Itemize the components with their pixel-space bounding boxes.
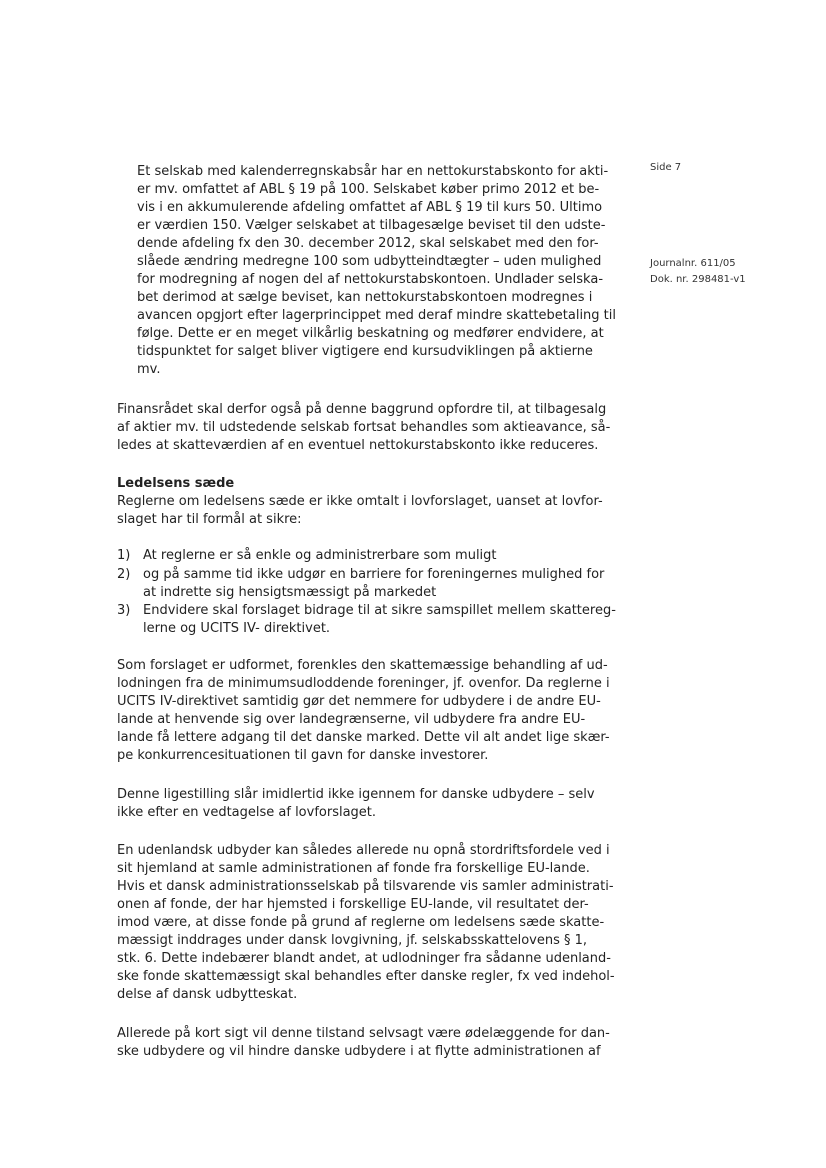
text-line: avancen opgjort efter lagerprincippet med deraf mindre skattebetaling til	[137, 308, 616, 323]
text-line: lodningen fra de minimumsudloddende foreninger, jf. ovenfor. Da reglerne i	[117, 676, 610, 691]
text-line: imod være, at disse fonde på grund af reglerne om ledelsens sæde skatte-	[117, 915, 605, 930]
text-line: delse af dansk udbytteskat.	[117, 987, 298, 1002]
text-line: Endvidere skal forslaget bidrage til at sikre samspillet mellem skattereg-	[143, 603, 616, 618]
text-line: er værdien 150. Vælger selskabet at tilbagesælge beviset til den udste-	[137, 218, 606, 233]
text-line: Et selskab med kalenderregnskabsår har en nettokurstabskonto for akti-	[137, 164, 609, 179]
text-line: for modregning af nogen del af nettokurstabskontoen. Undlader selska-	[137, 272, 604, 287]
text-line: Allerede på kort sigt vil denne tilstand selvsagt være ødelæggende for dan-	[117, 1026, 610, 1041]
text-line: sit hjemland at samle administrationen af fonde fra forskellige EU-lande.	[117, 861, 590, 876]
text-line: Reglerne om ledelsens sæde er ikke omtalt i lovforslaget, uanset at lovfor-	[117, 494, 603, 509]
text-line: ledes at skatteværdien af en eventuel nettokurstabskonto ikke reduceres.	[117, 438, 599, 453]
text-line: er mv. omfattet af ABL § 19 på 100. Selskabet køber primo 2012 et be-	[137, 182, 600, 197]
section-heading: Ledelsens sæde	[117, 476, 235, 491]
text-line: lerne og UCITS IV- direktivet.	[143, 621, 331, 636]
text-line: vis i en akkumulerende afdeling omfattet af ABL § 19 til kurs 50. Ultimo	[137, 200, 603, 215]
text-line: At reglerne er så enkle og administrerbare som muligt	[143, 548, 497, 563]
text-line: mv.	[137, 362, 161, 377]
text-line: dende afdeling fx den 30. december 2012, skal selskabet med den for-	[137, 236, 599, 251]
text-line: onen af fonde, der har hjemsted i forskellige EU-lande, vil resultatet der-	[117, 897, 589, 912]
text-line: og på samme tid ikke udgør en barriere for foreningernes mulighed for	[143, 567, 605, 582]
text-line: Som forslaget er udformet, forenkles den skattemæssige behandling af ud-	[117, 658, 608, 673]
text-line: Hvis et dansk administrationsselskab på tilsvarende vis samler administrati-	[117, 879, 614, 894]
text-line: ske udbydere og vil hindre danske udbydere i at flytte administrationen af	[117, 1044, 601, 1059]
list-number: 1)	[117, 548, 131, 563]
text-line: slåede ændring medregne 100 som udbytteindtægter – uden mulighed	[137, 254, 602, 269]
text-line: stk. 6. Dette indebærer blandt andet, at udlodninger fra sådanne udenland-	[117, 951, 611, 966]
text-line: En udenlandsk udbyder kan således allerede nu opnå stordriftsfordele ved i	[117, 843, 610, 858]
document-number: Dok. nr. 298481-v1	[650, 274, 746, 285]
list-number: 3)	[117, 603, 131, 618]
list-number: 2)	[117, 567, 131, 582]
text-line: slaget har til formål at sikre:	[117, 512, 302, 527]
text-line: ske fonde skattemæssigt skal behandles efter danske regler, fx ved indehol-	[117, 969, 615, 984]
text-line: Denne ligestilling slår imidlertid ikke igennem for danske udbydere – selv	[117, 787, 595, 802]
text-line: mæssigt inddrages under dansk lovgivning, jf. selskabsskattelovens § 1,	[117, 933, 588, 948]
text-line: bet derimod at sælge beviset, kan nettokurstabskontoen modregnes i	[137, 290, 593, 305]
text-line: pe konkurrencesituationen til gavn for danske investorer.	[117, 748, 489, 763]
journal-number: Journalnr. 611/05	[650, 258, 736, 269]
text-line: lande få lettere adgang til det danske marked. Dette vil alt andet lige skær-	[117, 730, 610, 745]
text-line: følge. Dette er en meget vilkårlig beskatning og medfører endvidere, at	[137, 326, 604, 341]
text-line: af aktier mv. til udstedende selskab fortsat behandles som aktieavance, så-	[117, 420, 611, 435]
text-line: ikke efter en vedtagelse af lovforslaget.	[117, 805, 377, 820]
text-line: at indrette sig hensigtsmæssigt på markedet	[143, 585, 437, 600]
text-line: UCITS IV-direktivet samtidig gør det nemmere for udbydere i de andre EU-	[117, 694, 601, 709]
text-line: Finansrådet skal derfor også på denne baggrund opfordre til, at tilbagesalg	[117, 402, 607, 417]
text-line: tidspunktet for salget bliver vigtigere end kursudviklingen på aktierne	[137, 344, 593, 359]
page-number: Side 7	[650, 162, 682, 173]
text-line: lande at henvende sig over landegrænserne, vil udbydere fra andre EU-	[117, 712, 586, 727]
